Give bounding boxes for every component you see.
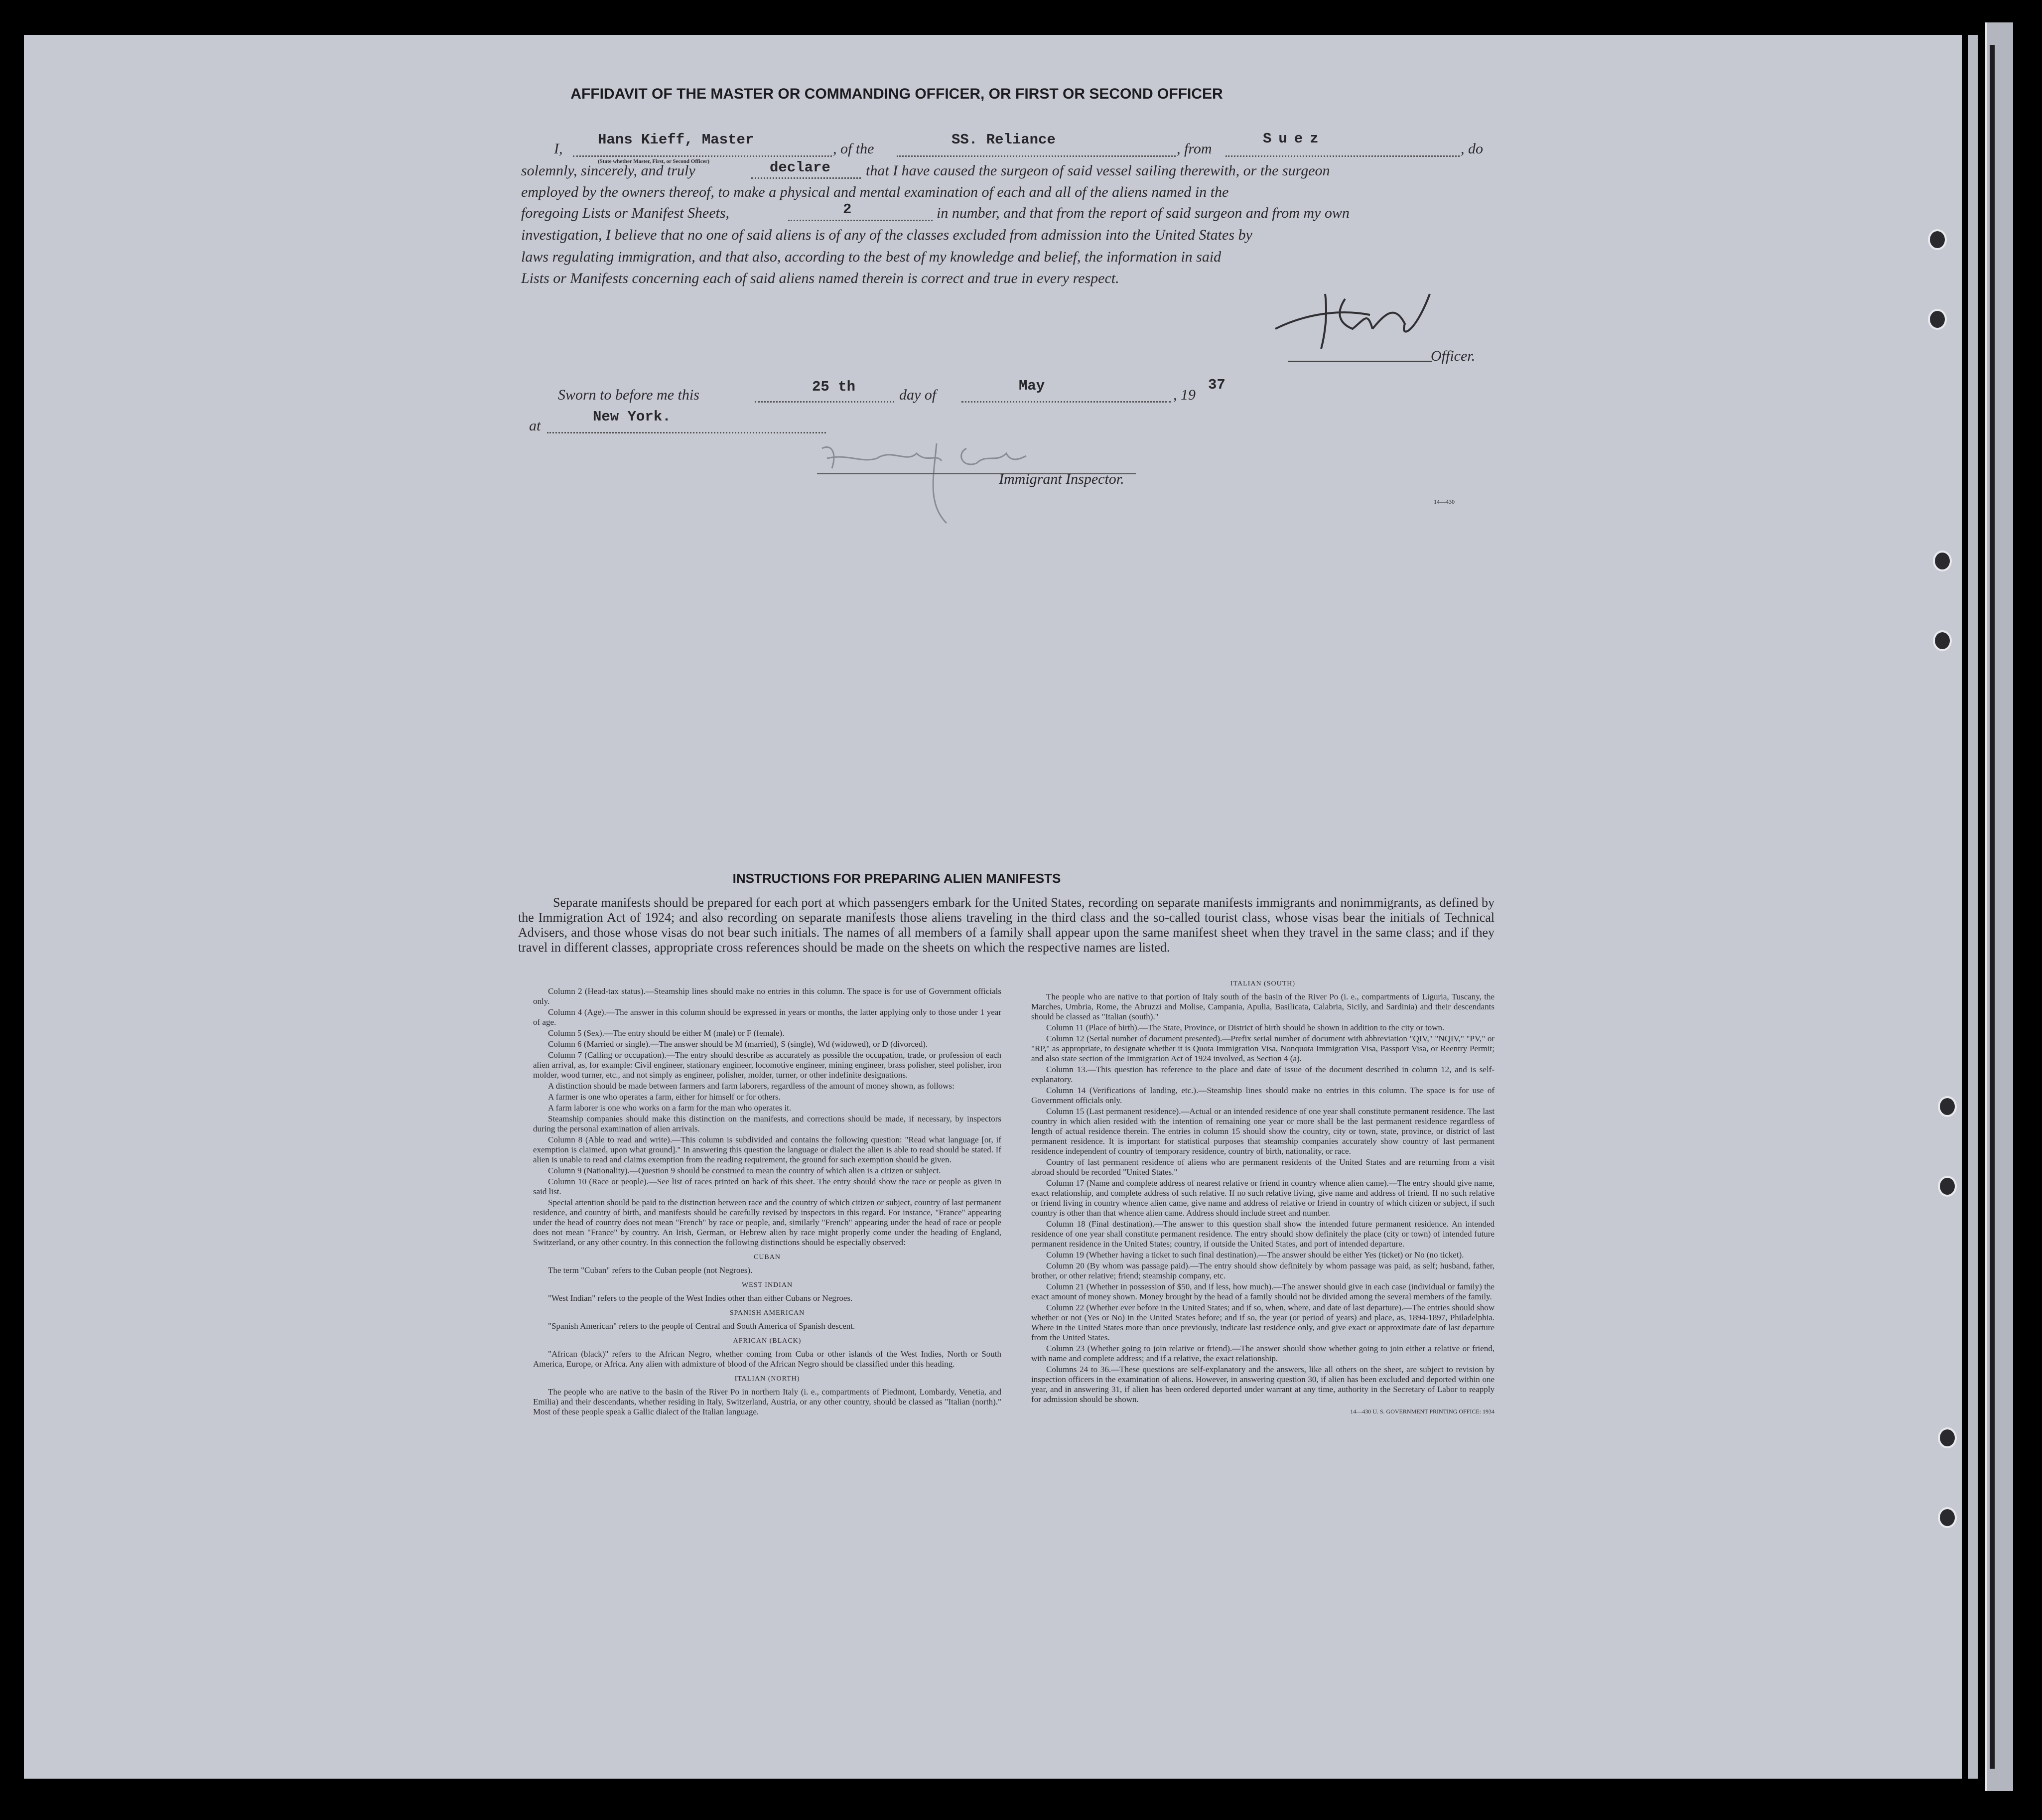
left-paragraph: A farm laborer is one who works on a farm for the man who operates it. [548, 1103, 792, 1113]
printing-office-footer: 14—430 U. S. GOVERNMENT PRINTING OFFICE: 1934 [1350, 1408, 1495, 1415]
instructions-right-column [1031, 979, 1495, 1417]
right-paragraph: Column 18 (Final destination).—The answer to this question shall show the intended future permanent residence. An intended residence of one year shall constitute permanent residence. The entry should show definitely the place (city or town) of intended future permanent residence in the United States; country, if outside the United States, and port of intended departure. [1031, 1219, 1495, 1249]
right-paragraph: Column 15 (Last permanent residence).—Actual or an intended residence of one year shall constitute permanent residence. The last country in which alien resided with the intention of remaining one year or more shall be the last permanent residence regardless of length of actual residence therein. The entries in column 15 should show the country, city or town, state, province, or district of last permanent residence. It is important for statistical purposes that steamship companies accurately show country of last permanent residence independent of country of temporary residence, country of birth, nationality, or race. [1031, 1107, 1495, 1156]
spanish-american-heading: SPANISH AMERICAN [729, 1309, 805, 1317]
officer-sign-line [1288, 361, 1432, 362]
right-paragraph: Column 17 (Name and complete address of nearest relative or friend in country whence alien came).—The entry should give name, exact relationship, and complete address of such relative. If no such relative living, give name and address of friend. If no such relative or friend living in country whence alien came, give name and address of relative or friend in country of which citizen or subject, if such country is other than that whence alien came. Address should include street and number. [1031, 1178, 1495, 1218]
binder-hole [1938, 1427, 1957, 1448]
african-text: "African (black)" refers to the African Negro, whether coming from Cuba or other islands of the West Indies, North or South America, Europe, or Africa. Any alien with admixture of blood of the African Negro should be classified under this heading. [533, 1349, 1001, 1369]
left-paragraph: Column 4 (Age).—The answer in this column should be expressed in years or months, the latter applying only to those under 1 year of age. [533, 1007, 1001, 1027]
day-of-label: day of [899, 387, 937, 403]
master-name: Hans Kieff, Master [598, 132, 754, 148]
italian-south-heading: ITALIAN (SOUTH) [1230, 980, 1296, 987]
affidavit-line2-post: that I have caused the surgeon of said vessel sailing therewith, or the surgeon [866, 162, 1330, 179]
cuban-heading: CUBAN [753, 1254, 781, 1261]
binder-hole [1938, 1096, 1957, 1117]
blank-line [897, 155, 1176, 157]
year-suffix: 37 [1208, 377, 1225, 393]
affidavit-line2-pre: solemnly, sincerely, and truly [521, 162, 695, 179]
left-paragraph: Column 10 (Race or people).—See list of races printed on back of this sheet. The entry should show the race or people as given in said list. [533, 1177, 1001, 1196]
blank-line [573, 155, 832, 157]
right-paragraph: Column 21 (Whether in possession of $50, and if less, how much).—The answer should give in each case (individual or family) the exact amount of money shown. Money brought by the head of a family should not be divided among the several members of the family. [1031, 1282, 1495, 1301]
right-paragraph: Columns 24 to 36.—These questions are self-explanatory and the answers, like all others on the sheet, are subject to revision by inspection officers in the examination of aliens. However, in answering question 30, if alien has been excluded and deported within one year, and in answering 31, if alien has been ordered deported under warrant at any time, authority in the Secretary of Labor to reapply for admission should be shown. [1031, 1365, 1495, 1404]
right-paragraph: Column 12 (Serial number of document presented).—Prefix serial number of document with abbreviation "QIV," "NQIV," "PV," or "RP," as appropriate, to designate whether it is Quota Immigration Visa, Nonquota Immigration Visa, Passport Visa, or Reentry Permit; and also state section of the Immigration Act of 1924 involved, as Section 4 (a). [1031, 1034, 1495, 1063]
west-indian-heading: WEST INDIAN [741, 1281, 793, 1289]
officer-signature [1265, 284, 1435, 359]
binder-hole [1928, 309, 1947, 330]
affidavit-line4-post: in number, and that from the report of said surgeon and from my own [937, 205, 1350, 221]
form-number: 14—430 [1434, 498, 1455, 505]
paper-edge [1968, 35, 1978, 1779]
instructions-title: INSTRUCTIONS FOR PREPARING ALIEN MANIFESTS [732, 871, 1061, 886]
right-paragraph: Column 14 (Verifications of landing, etc.).—Steamship lines should make no entries in this column. The space is for use of Government officials only. [1031, 1086, 1495, 1105]
west-indian-text: "West Indian" refers to the people of the West Indies other than either Cubans or Negroes. [548, 1293, 853, 1303]
declare-word: declare [770, 159, 830, 176]
blank-line [547, 432, 826, 433]
left-paragraph: Special attention should be paid to the distinction between race and the country of which citizen or subject, country of last permanent residence, and country of birth, and manifests should be carefully revised by inspectors in this regard. For instance, "France" appearing under the head of country does not mean "French" by race or people, and, similarly "French" appearing under the head of race or people does not mean "France" by country. An Irish, German, or Hebrew alien by race might properly come under the heading of England, Switzerland, or any other country. In this connection the following distinctions should be especially observed: [533, 1198, 1001, 1247]
at-label: at [529, 418, 541, 434]
binder-hole [1933, 630, 1952, 651]
vessel-name: SS. Reliance [952, 132, 1056, 148]
departure-port: Suez [1263, 131, 1326, 147]
officer-label: Officer. [1431, 348, 1476, 364]
right-paragraph: Column 23 (Whether going to join relative or friend).—The answer should show whether going to join either a relative or friend, with name and complete address; and if a relative, the exact relationship. [1031, 1344, 1495, 1363]
affidavit-line4-pre: foregoing Lists or Manifest Sheets, [521, 205, 730, 221]
right-paragraph: Country of last permanent residence of aliens who are permanent residents of the United States and are returning from a visit abroad should be recorded "United States." [1031, 1157, 1495, 1177]
left-paragraph: Column 2 (Head-tax status).—Steamship lines should make no entries in this column. The space is for use of Government officials only. [533, 986, 1001, 1006]
affidavit-i: I, [554, 140, 563, 157]
rank-note: (State whether Master, First, or Second Officer) [598, 158, 710, 164]
from-label: , from [1177, 140, 1212, 157]
binder-line [1990, 45, 1995, 1769]
left-paragraph: Column 7 (Calling or occupation).—The entry should describe as accurately as possible the occupation, trade, or profession of each alien arrival, as, for example: Civil engineer, stationary engineer, locomotive engineer, mining engineer, brass polisher, steel polisher, iron molder, wood turner, etc., and not simply as engineer, polisher, molder, turner, or other indefinite designations. [533, 1050, 1001, 1080]
blank-line [961, 401, 1171, 403]
blank-line [1225, 155, 1460, 157]
right-paragraph: Column 22 (Whether ever before in the United States; and if so, when, where, and date of last departure).—The entries should show whether or not (Yes or No) in the United States before; and if so, the year (or period of years) and place, as, 1894-1897, Philadelphia. Where in the United States more than once previously, indicate last residence only, and give exact or approximate date of last departure from the United States. [1031, 1303, 1495, 1342]
cuban-text: The term "Cuban" refers to the Cuban people (not Negroes). [548, 1265, 753, 1275]
instructions-left-column [533, 986, 1001, 1418]
do-label: , do [1461, 140, 1483, 157]
blank-line [751, 177, 861, 179]
affidavit-title: AFFIDAVIT OF THE MASTER OR COMMANDING OFFICER, OR FIRST OR SECOND OFFICER [570, 86, 1223, 102]
blank-line [755, 401, 894, 403]
sworn-label: Sworn to before me this [558, 387, 699, 403]
sworn-day: 25 th [812, 379, 856, 395]
affidavit-line7: Lists or Manifests concerning each of said aliens named therein is correct and true in every respect. [521, 270, 1119, 286]
right-paragraph: The people who are native to that portion of Italy south of the basin of the River Po (i. e., compartments of Liguria, Tuscany, the Marches, Umbria, Rome, the Abruzzi and Molise, Campania, Apulia, Basilicata, Calabria, Sicily, and Sardinia) and their descendants should be classed as "Italian (south)." [1031, 992, 1495, 1021]
binder-hole [1938, 1507, 1957, 1528]
right-paragraph: Column 20 (By whom was passage paid).—The entry should show definitely by whom passage was paid, as self; husband, father, brother, or other relative; friend; steamship company, etc. [1031, 1261, 1495, 1280]
binder-hole [1938, 1176, 1957, 1197]
binder-hole [1933, 551, 1952, 571]
spanish-american-text: "Spanish American" refers to the people of Central and South America of Spanish descent. [548, 1321, 855, 1331]
right-paragraph: Column 13.—This question has reference to the place and date of issue of the document described in column 12, and is self-explanatory. [1031, 1065, 1495, 1084]
left-paragraph: Column 6 (Married or single).—The answer should be M (married), S (single), Wd (widowed), or D (divorced). [548, 1039, 928, 1049]
italian-north-heading: ITALIAN (NORTH) [734, 1375, 800, 1383]
sworn-place: New York. [593, 409, 671, 425]
italian-north-text: The people who are native to the basin of the River Po in northern Italy (i. e., compartments of Piedmont, Lombardy, Venetia, and Emilia) and their descendants, whether residing in Italy, Switzerland, Austria, or any other country, should be classed as "Italian (north)." Most of these people speak a Gallic dialect of the Italian language. [533, 1387, 1001, 1416]
blank-line [788, 220, 933, 221]
sworn-month: May [1019, 378, 1045, 394]
african-heading: AFRICAN (BLACK) [733, 1337, 802, 1345]
of-the-label: , of the [833, 140, 874, 157]
left-paragraph: A farmer is one who operates a farm, either for himself or for others. [548, 1092, 781, 1102]
binder-hole [1928, 229, 1947, 250]
left-paragraph: A distinction should be made between farmers and farm laborers, regardless of the amount of money shown, as follows: [548, 1081, 954, 1091]
right-paragraph: Column 19 (Whether having a ticket to such final destination).—The answer should be either Yes (ticket) or No (no ticket). [1046, 1250, 1464, 1260]
instructions-intro: Separate manifests should be prepared for each port at which passengers embark for the United States, recording on separate manifests immigrants and nonimmigrants, as defined by the Immigration Act of 1924; and also recording on separate manifests those aliens traveling in the third class and the so-called tourist class, whose visas bear the initials of Technical Advisers, and those whose visas do not bear such initials. The names of all members of a family shall appear upon the same manifest sheet when they travel in the same class; and if they travel in different classes, appropriate cross references should be made on the sheets on which the respective names are listed. [518, 895, 1495, 955]
affidavit-line5: investigation, I believe that no one of said aliens is of any of the classes excluded from admission into the United States by [521, 227, 1252, 243]
left-paragraph: Column 5 (Sex).—The entry should be either M (male) or F (female). [548, 1028, 785, 1038]
affidavit-line6: laws regulating immigration, and that also, according to the best of my knowledge and belief, the information in said [521, 249, 1222, 265]
right-paragraph: Column 11 (Place of birth).—The State, Province, or District of birth should be shown in addition to the city or town. [1046, 1023, 1445, 1032]
left-paragraph: Steamship companies should make this distinction on the manifests, and corrections should be made, if necessary, by inspectors during the personal examination of alien arrivals. [533, 1114, 1001, 1133]
left-paragraph: Column 9 (Nationality).—Question 9 should be construed to mean the country of which alien is a citizen or subject. [548, 1166, 941, 1175]
left-paragraph: Column 8 (Able to read and write).—This column is subdivided and contains the following question: "Read what language [or, if exemption is claimed, upon what ground]." In answering this question the language or dialect the alien is able to read should be stated. If alien is unable to read and claims exemption from the reading requirement, the ground for such exemption should be given. [533, 1135, 1001, 1164]
sheet-count: 2 [843, 201, 852, 218]
year-prefix: , 19 [1173, 387, 1196, 403]
inspector-label: Immigrant Inspector. [999, 471, 1124, 487]
affidavit-line3: employed by the owners thereof, to make a physical and mental examination of each and all of the aliens named in the [521, 184, 1229, 200]
